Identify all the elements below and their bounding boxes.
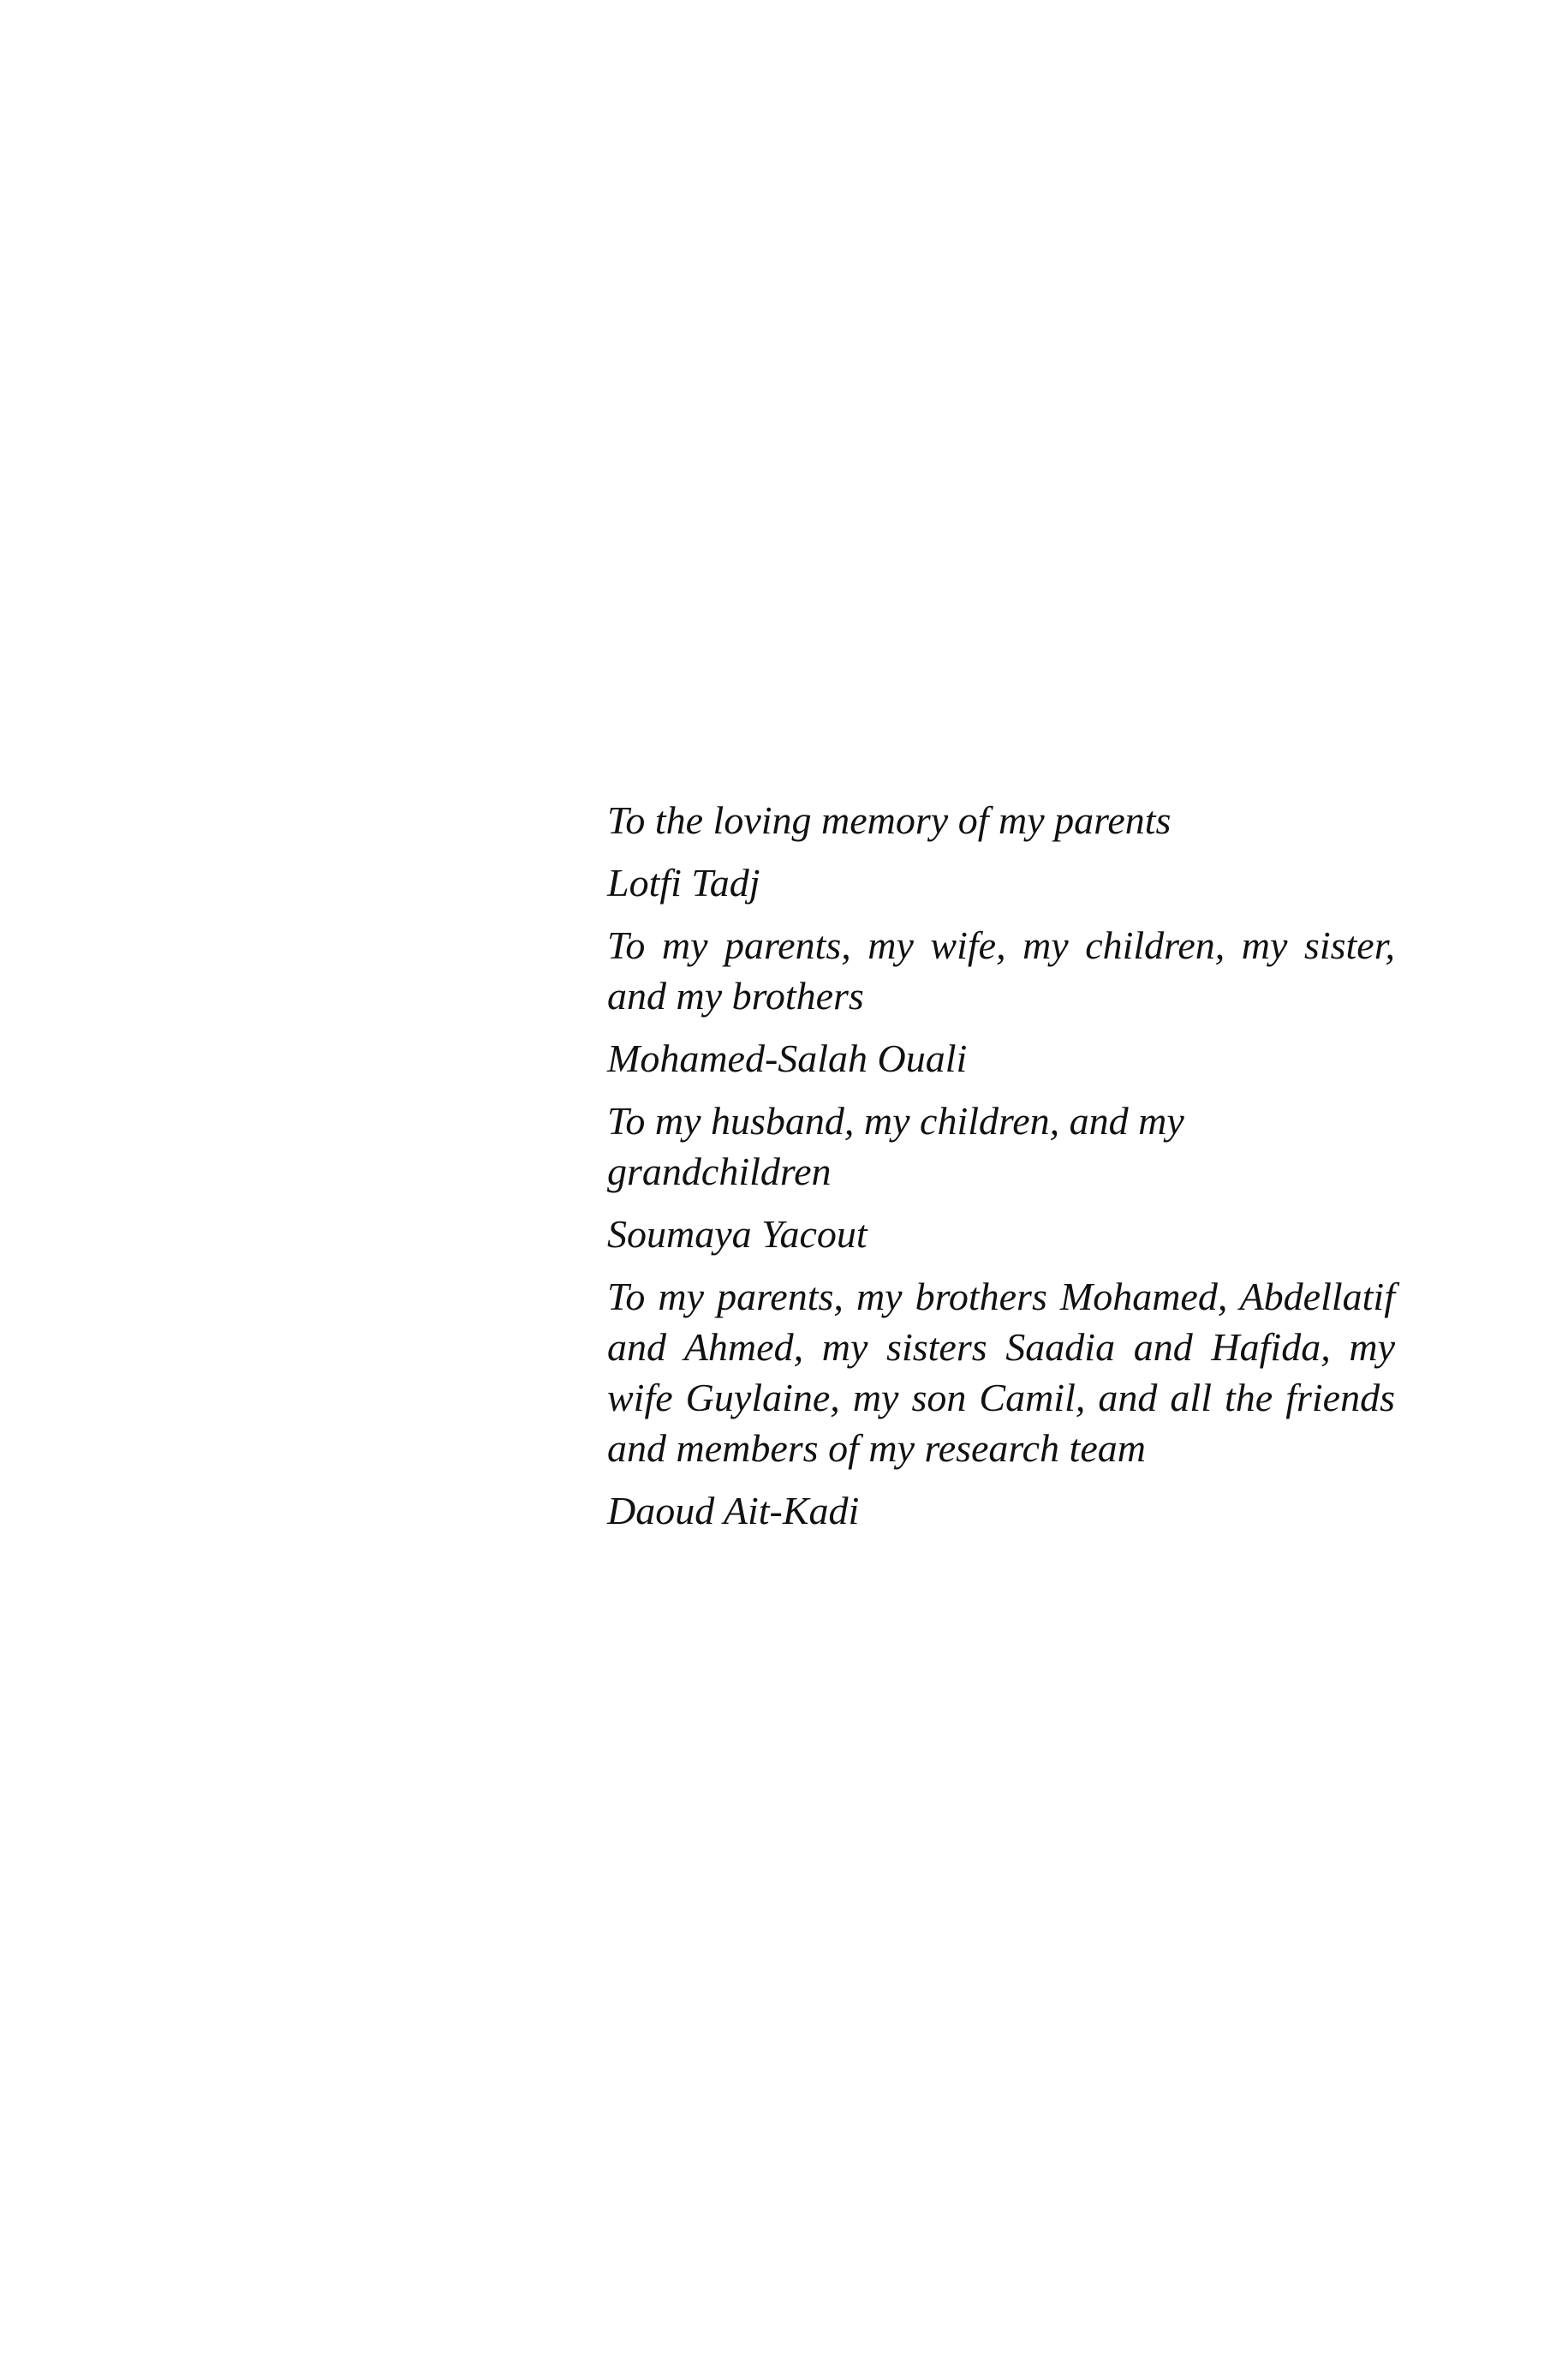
- dedication-author-3: Soumaya Yacout: [607, 1212, 867, 1256]
- dedication-text-1: To the loving memory of my parents: [607, 798, 1172, 842]
- dedication-text-3: To my husband, my children, and my grandchildren: [607, 1099, 1184, 1193]
- dedication-text-4: To my parents, my brothers Mohamed, Abdellatif and Ahmed, my sisters Saadia and Hafida, my wife Guylaine, my son Camil, and all the friends and members of my research team: [607, 1275, 1395, 1470]
- dedication-author-1: Lotfi Tadj: [607, 861, 760, 905]
- dedication-text-2: To my parents, my wife, my children, my sister, and my brothers: [607, 923, 1395, 1018]
- dedication-author-4: Daoud Ait-Kadi: [607, 1489, 860, 1532]
- dedications-block: [607, 795, 1395, 1548]
- dedication-author-2: Mohamed-Salah Ouali: [607, 1036, 968, 1080]
